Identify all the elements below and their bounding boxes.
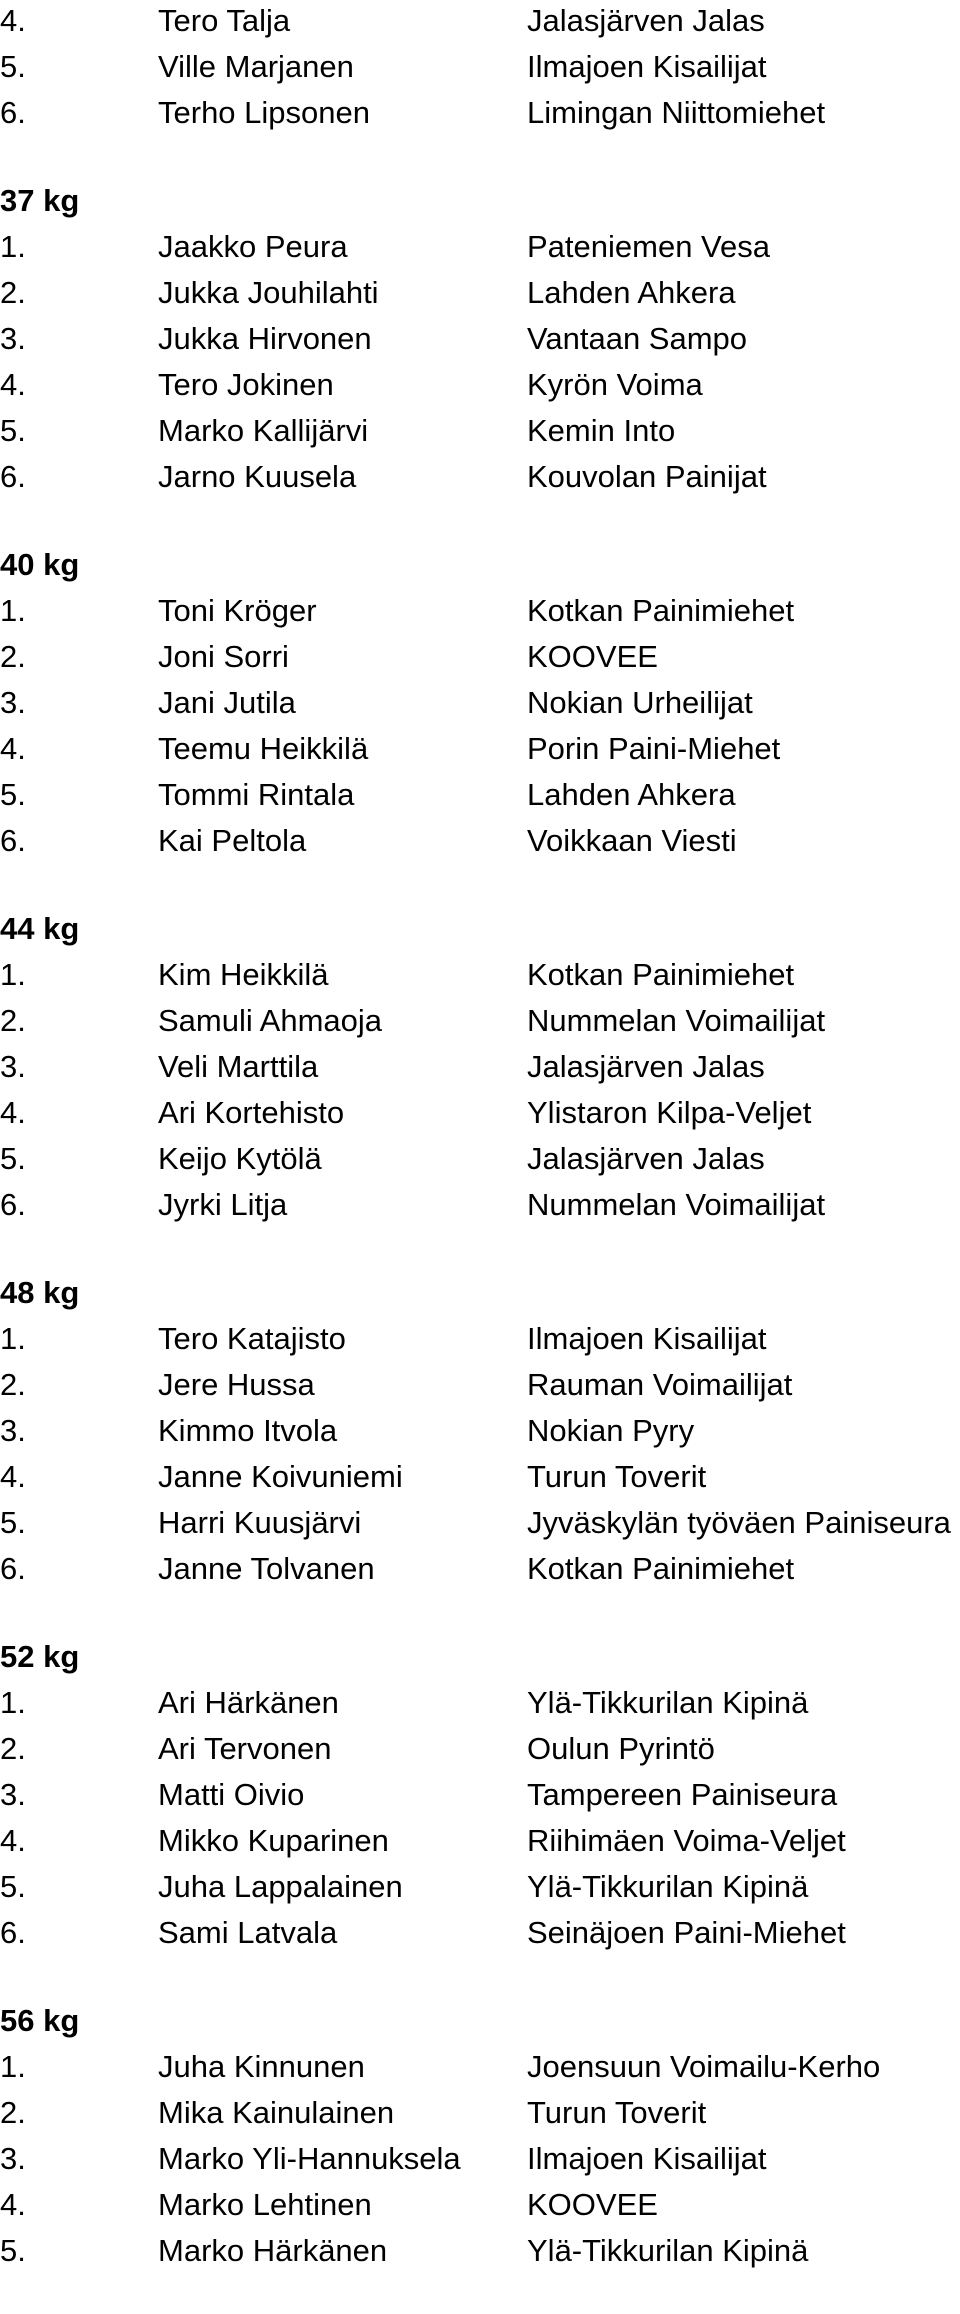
result-place: 3.: [0, 1049, 26, 1084]
section-gap: [0, 1228, 960, 1270]
club-name: Jyväskylän työväen Painiseura: [527, 1505, 951, 1540]
result-place: 1.: [0, 1685, 26, 1720]
wrestler-name: Ari Tervonen: [158, 1731, 332, 1766]
result-place: 1.: [0, 229, 26, 264]
result-row: [0, 362, 960, 408]
wrestler-name: Joni Sorri: [158, 639, 289, 674]
result-row: [0, 2182, 960, 2228]
result-row: [0, 1864, 960, 1910]
club-name: Ylä-Tikkurilan Kipinä: [527, 1685, 809, 1720]
result-row: [0, 1408, 960, 1454]
result-row: [0, 2044, 960, 2090]
club-name: Lahden Ahkera: [527, 275, 736, 310]
club-name: Ylistaron Kilpa-Veljet: [527, 1095, 812, 1130]
result-row: [0, 818, 960, 864]
club-name: Kotkan Painimiehet: [527, 957, 795, 992]
result-place: 1.: [0, 1321, 26, 1356]
result-row: [0, 316, 960, 362]
result-row: [0, 1454, 960, 1500]
result-place: 2.: [0, 1731, 26, 1766]
club-name: Riihimäen Voima-Veljet: [527, 1823, 846, 1858]
result-place: 2.: [0, 275, 26, 310]
result-place: 5.: [0, 1141, 26, 1176]
result-place: 5.: [0, 2233, 26, 2268]
wrestler-name: Sami Latvala: [158, 1915, 338, 1950]
result-place: 4.: [0, 367, 26, 402]
club-name: Kemin Into: [527, 413, 676, 448]
result-place: 6.: [0, 1915, 26, 1950]
result-row: [0, 44, 960, 90]
result-row: [0, 454, 960, 500]
intro-list: [0, 0, 960, 136]
section-gap: [0, 1956, 960, 1998]
result-row: [0, 408, 960, 454]
wrestler-name: Mika Kainulainen: [158, 2095, 395, 2130]
wrestler-name: Jukka Jouhilahti: [158, 275, 379, 310]
result-place: 4.: [0, 1095, 26, 1130]
weight-class-37: [0, 178, 960, 500]
club-name: Pateniemen Vesa: [527, 229, 771, 264]
wrestler-name: Jarno Kuusela: [158, 459, 357, 494]
result-row: [0, 1362, 960, 1408]
wrestler-name: Ari Kortehisto: [158, 1095, 345, 1130]
wrestler-name: Veli Marttila: [158, 1049, 319, 1084]
wrestler-name: Jyrki Litja: [158, 1187, 288, 1222]
result-row: [0, 680, 960, 726]
club-name: Turun Toverit: [527, 1459, 707, 1494]
result-place: 5.: [0, 1505, 26, 1540]
result-place: 1.: [0, 957, 26, 992]
section-gap: [0, 1592, 960, 1634]
result-row: [0, 1136, 960, 1182]
result-place: 2.: [0, 2095, 26, 2130]
weight-class-56: [0, 1998, 960, 2274]
result-row: [0, 1910, 960, 1956]
result-row: [0, 1546, 960, 1592]
weight-class-heading: 52 kg: [0, 1639, 80, 1674]
result-place: 1.: [0, 593, 26, 628]
result-place: 3.: [0, 1777, 26, 1812]
result-row: [0, 2228, 960, 2274]
result-place: 3.: [0, 1413, 26, 1448]
club-name: Kouvolan Painijat: [527, 459, 767, 494]
club-name: KOOVEE: [527, 2187, 658, 2222]
result-row: [0, 1316, 960, 1362]
club-name: Nummelan Voimailijat: [527, 1003, 826, 1038]
section-gap: [0, 864, 960, 906]
club-name: Ilmajoen Kisailijat: [527, 49, 767, 84]
club-name: Seinäjoen Paini-Miehet: [527, 1915, 846, 1950]
result-row: [0, 952, 960, 998]
result-place: 2.: [0, 1003, 26, 1038]
result-place: 4.: [0, 731, 26, 766]
wrestler-name: Tero Jokinen: [158, 367, 334, 402]
club-name: Voikkaan Viesti: [527, 823, 737, 858]
club-name: KOOVEE: [527, 639, 658, 674]
wrestler-name: Matti Oivio: [158, 1777, 305, 1812]
club-name: Turun Toverit: [527, 2095, 707, 2130]
club-name: Limingan Niittomiehet: [527, 95, 826, 130]
weight-class-heading: 48 kg: [0, 1275, 80, 1310]
result-place: 4.: [0, 1823, 26, 1858]
weight-class-40: [0, 542, 960, 864]
section-gap: [0, 136, 960, 178]
result-place: 6.: [0, 459, 26, 494]
club-name: Jalasjärven Jalas: [527, 3, 765, 38]
result-place: 1.: [0, 2049, 26, 2084]
wrestler-name: Marko Kallijärvi: [158, 413, 369, 448]
club-name: Ylä-Tikkurilan Kipinä: [527, 2233, 809, 2268]
result-row: [0, 998, 960, 1044]
club-name: Tampereen Painiseura: [527, 1777, 838, 1812]
club-name: Ilmajoen Kisailijat: [527, 2141, 767, 2176]
result-row: [0, 0, 960, 44]
result-row: [0, 1500, 960, 1546]
result-place: 6.: [0, 95, 26, 130]
weight-class-heading: 44 kg: [0, 911, 80, 946]
wrestler-name: Keijo Kytölä: [158, 1141, 322, 1176]
club-name: Porin Paini-Miehet: [527, 731, 781, 766]
club-name: Ylä-Tikkurilan Kipinä: [527, 1869, 809, 1904]
result-place: 2.: [0, 1367, 26, 1402]
result-place: 3.: [0, 2141, 26, 2176]
weight-class-48: [0, 1270, 960, 1592]
club-name: Jalasjärven Jalas: [527, 1049, 765, 1084]
club-name: Lahden Ahkera: [527, 777, 736, 812]
wrestler-name: Teemu Heikkilä: [158, 731, 369, 766]
result-place: 5.: [0, 49, 26, 84]
club-name: Nokian Urheilijat: [527, 685, 753, 720]
wrestler-name: Kai Peltola: [158, 823, 307, 858]
club-name: Rauman Voimailijat: [527, 1367, 793, 1402]
wrestler-name: Terho Lipsonen: [158, 95, 370, 130]
result-row: [0, 224, 960, 270]
result-row: [0, 1726, 960, 1772]
weight-class-heading: 37 kg: [0, 183, 80, 218]
result-place: 6.: [0, 1551, 26, 1586]
club-name: Nummelan Voimailijat: [527, 1187, 826, 1222]
club-name: Vantaan Sampo: [527, 321, 748, 356]
club-name: Kyrön Voima: [527, 367, 703, 402]
wrestler-name: Mikko Kuparinen: [158, 1823, 389, 1858]
wrestler-name: Tero Talja: [158, 3, 291, 38]
club-name: Kotkan Painimiehet: [527, 1551, 795, 1586]
result-place: 6.: [0, 823, 26, 858]
club-name: Kotkan Painimiehet: [527, 593, 795, 628]
club-name: Ilmajoen Kisailijat: [527, 1321, 767, 1356]
wrestler-name: Tero Katajisto: [158, 1321, 346, 1356]
result-row: [0, 726, 960, 772]
wrestler-name: Kim Heikkilä: [158, 957, 329, 992]
result-place: 5.: [0, 777, 26, 812]
club-name: Joensuun Voimailu-Kerho: [527, 2049, 881, 2084]
result-place: 4.: [0, 2187, 26, 2222]
weight-class-44: [0, 906, 960, 1228]
wrestler-name: Harri Kuusjärvi: [158, 1505, 362, 1540]
wrestler-name: Janne Tolvanen: [158, 1551, 375, 1586]
result-row: [0, 1182, 960, 1228]
wrestler-name: Toni Kröger: [158, 593, 317, 628]
section-gap: [0, 500, 960, 542]
result-place: 6.: [0, 1187, 26, 1222]
result-row: [0, 1044, 960, 1090]
result-row: [0, 1090, 960, 1136]
wrestler-name: Marko Yli-Hannuksela: [158, 2141, 461, 2176]
result-row: [0, 588, 960, 634]
result-place: 5.: [0, 413, 26, 448]
wrestler-name: Jukka Hirvonen: [158, 321, 372, 356]
club-name: Jalasjärven Jalas: [527, 1141, 765, 1176]
club-name: Nokian Pyry: [527, 1413, 695, 1448]
wrestler-name: Janne Koivuniemi: [158, 1459, 403, 1494]
wrestler-name: Ari Härkänen: [158, 1685, 339, 1720]
result-place: 2.: [0, 639, 26, 674]
result-row: [0, 270, 960, 316]
club-name: Oulun Pyrintö: [527, 1731, 715, 1766]
wrestler-name: Jani Jutila: [158, 685, 296, 720]
weight-class-52: [0, 1634, 960, 1956]
wrestler-name: Ville Marjanen: [158, 49, 354, 84]
wrestler-name: Samuli Ahmaoja: [158, 1003, 383, 1038]
wrestler-name: Tommi Rintala: [158, 777, 355, 812]
wrestler-name: Jaakko Peura: [158, 229, 348, 264]
result-row: [0, 90, 960, 136]
result-row: [0, 634, 960, 680]
result-place: 3.: [0, 685, 26, 720]
result-place: 3.: [0, 321, 26, 356]
result-place: 5.: [0, 1869, 26, 1904]
wrestler-name: Marko Lehtinen: [158, 2187, 372, 2222]
result-row: [0, 772, 960, 818]
wrestler-name: Juha Kinnunen: [158, 2049, 365, 2084]
wrestler-name: Jere Hussa: [158, 1367, 315, 1402]
result-row: [0, 1680, 960, 1726]
result-row: [0, 2136, 960, 2182]
result-place: 4.: [0, 3, 26, 38]
weight-class-heading: 40 kg: [0, 547, 80, 582]
wrestler-name: Juha Lappalainen: [158, 1869, 403, 1904]
wrestler-name: Marko Härkänen: [158, 2233, 388, 2268]
result-place: 4.: [0, 1459, 26, 1494]
result-row: [0, 1818, 960, 1864]
wrestler-name: Kimmo Itvola: [158, 1413, 338, 1448]
weight-class-heading: 56 kg: [0, 2003, 80, 2038]
result-row: [0, 2090, 960, 2136]
result-row: [0, 1772, 960, 1818]
